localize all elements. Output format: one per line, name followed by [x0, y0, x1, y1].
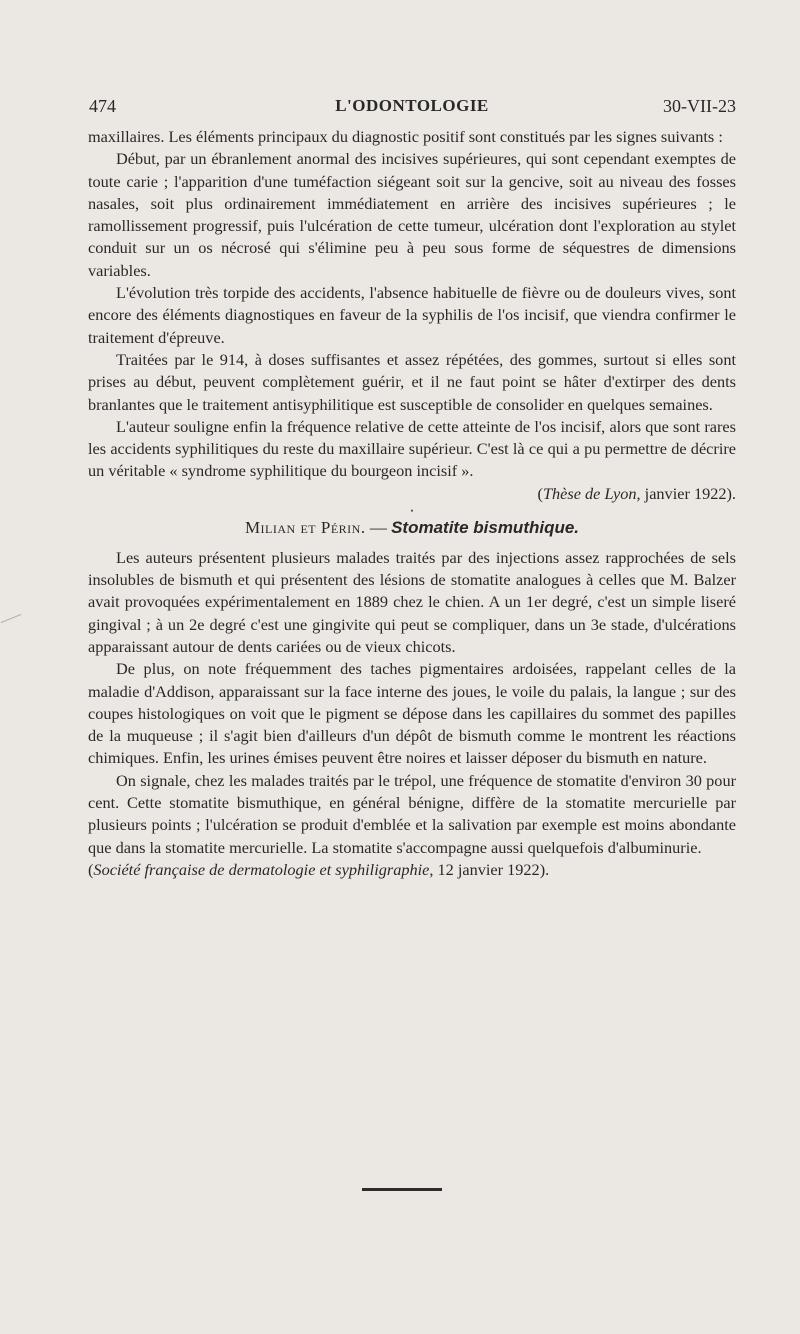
- article-stomatite-body: [88, 547, 736, 859]
- article-stomatite-heading: [88, 517, 736, 539]
- article-stomatite-source: [88, 859, 736, 881]
- article-syphilis-body: [88, 126, 736, 483]
- paragraph: L'auteur souligne enfin la fréquence relative de cette atteinte de l'os incisif, alors que sont rares les accidents syphilitiques du reste du maxillaire supérieur. C'est là ce qui a pu permettre de décrire un véritable « syndrome syphilitique du bourgeon incisif ».: [88, 416, 736, 481]
- journal-title: L'ODONTOLOGIE: [335, 96, 489, 115]
- margin-pencil-mark: [1, 614, 22, 623]
- paragraph: L'évolution très torpide des accidents, l'absence habituelle de fièvre ou de douleurs vives, sont encore des éléments diagnostiques en faveur de la syphilis de l'os incisif, que viendra confirmer le traitement d'épreuve.: [88, 283, 736, 347]
- article-syphilis-source: [88, 483, 736, 505]
- source-title: Thèse de Lyon: [542, 483, 637, 503]
- end-rule: [362, 1188, 442, 1191]
- article-title: Stomatite bismuthique.: [391, 517, 580, 537]
- source-open-paren: (: [537, 483, 543, 503]
- heading-dash: —: [365, 517, 392, 537]
- article-authors: Milian et Périn.: [244, 517, 366, 537]
- document-page: [88, 96, 736, 881]
- paragraph: maxillaires. Les éléments principaux du diagnostic positif sont constitués par les signes suivants :: [88, 127, 723, 146]
- source-open-paren: (: [88, 859, 94, 879]
- paragraph: Les auteurs présentent plusieurs malades traités par des injections assez rapprochées de sels insolubles de bismuth et qui présentent des lésions de stomatite analogues à celles que M. Balzer avait provoquées expérimentalement en 1889 chez le chien. A un 1er degré, c'est un simple liseré gingival ; à un 2e degré c'est une gingivite qui peut se compliquer, dans un 3e stade, d'ulcérations apparaissant autour de dents cariées ou de vieux chicots.: [88, 547, 736, 656]
- issue-date: 30-VII-23: [663, 96, 736, 116]
- paragraph: Début, par un ébranlement anormal des incisives supérieures, qui sont cependant exemptes de toute carie ; l'apparition d'une tuméfaction siégeant soit sur la gencive, soit au niveau des fosses nasales, soit plus ordinairement immédiatement en arrière des incisives supérieures ; le ramollissement progressif, puis l'ulcération de cette tumeur, ulcération dont l'exploration au stylet conduit sur un os nécrosé qui s'élimine peu à peu sous forme de séquestres de dimensions variables.: [88, 149, 736, 280]
- source-date: , janvier 1922).: [636, 483, 736, 503]
- source-date: , 12 janvier 1922).: [429, 859, 550, 879]
- paragraph: On signale, chez les malades traités par le trépol, une fréquence de stomatite d'environ 30 pour cent. Cette stomatite bismuthique, en général bénigne, diffère de la stomatite mercurielle par plusieurs points ; l'ulcération se produit d'emblée et la salivation par exemple est moins abondante que dans la stomatite mercurielle. La stomatite s'accompagne aussi quelquefois d'albuminurie.: [88, 770, 736, 857]
- separator-dot: •: [410, 505, 414, 516]
- source-title: Société française de dermatologie et syphiligraphie: [93, 859, 430, 879]
- page-number: 474: [89, 96, 116, 116]
- paragraph: Traitées par le 914, à doses suffisantes et assez répétées, des gommes, surtout si elles sont prises au début, peuvent complètement guérir, et il ne faut point se hâter d'extirper des dents branlantes que le traitement antisyphilitique est susceptible de consolider en quelques semaines.: [88, 349, 736, 414]
- paragraph: De plus, on note fréquemment des taches pigmentaires ardoisées, rappelant celles de la maladie d'Addison, apparaissant sur la face interne des joues, le voile du palais, la langue ; sur des coupes histologiques on voit que le pigment se dépose dans les capillaires du sommet des papilles de la muqueuse ; il s'agit bien d'ailleurs d'un dépôt de bismuth comme le montrent les réactions chimiques. Enfin, les urines émises peuvent être noires et laisser déposer du bismuth en nature.: [88, 659, 736, 768]
- running-head: [88, 96, 736, 122]
